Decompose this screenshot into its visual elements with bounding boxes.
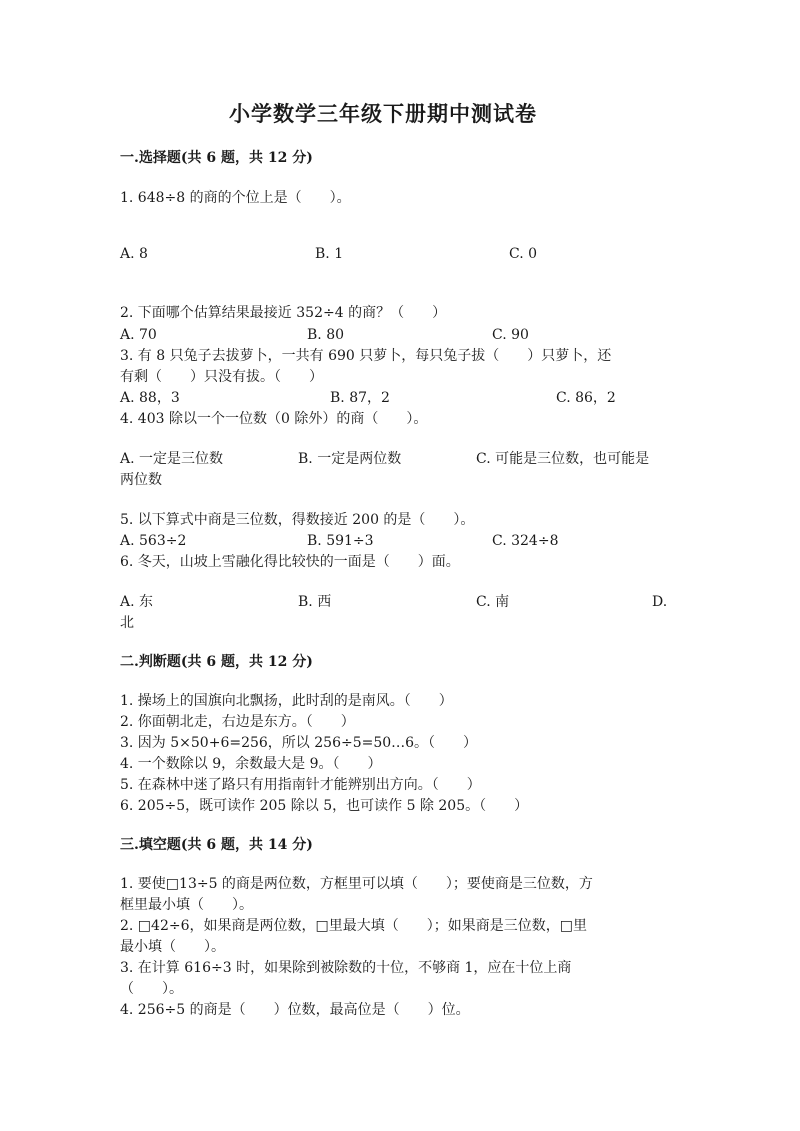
question-text: 3. 因为 5×50+6=256，所以 256÷5=50…6。（ ） bbox=[120, 735, 478, 751]
option-c: C. 南 bbox=[476, 594, 510, 610]
question-text: 2. □42÷6，如果商是两位数，□里最大填（ ）；如果商是三位数，□里 bbox=[120, 918, 587, 934]
option-a: A. 一定是三位数 bbox=[120, 451, 224, 467]
option-a: A. 东 bbox=[120, 594, 154, 610]
option-c: C. 90 bbox=[492, 327, 529, 343]
option-d-continued: 北 bbox=[120, 615, 134, 631]
option-c: C. 86，2 bbox=[556, 390, 616, 406]
option-b: B. 87，2 bbox=[330, 390, 390, 406]
question-text: 3. 有 8 只兔子去拔萝卜，一共有 690 只萝卜，每只兔子拔（ ）只萝卜，还 bbox=[120, 348, 612, 364]
question-text: 1. 要使□13÷5 的商是两位数，方框里可以填（ ）；要使商是三位数，方 bbox=[120, 876, 593, 892]
option-c: C. 可能是三位数，也可能是 bbox=[476, 451, 650, 467]
question-text: 5. 在森林中迷了路只有用指南针才能辨别出方向。（ ） bbox=[120, 777, 481, 793]
question-text-continued: 有剩（ ）只没有拔。（ ） bbox=[120, 369, 323, 385]
page-title: 小学数学三年级下册期中测试卷 bbox=[229, 101, 537, 126]
option-b: B. 80 bbox=[307, 327, 345, 343]
question-text: 4. 403 除以一个一位数（0 除外）的商（ ）。 bbox=[120, 411, 428, 427]
option-a: A. 8 bbox=[120, 246, 148, 262]
question-text: 4. 256÷5 的商是（ ）位数，最高位是（ ）位。 bbox=[120, 1002, 470, 1018]
option-a: A. 88，3 bbox=[120, 390, 180, 406]
question-text-continued: 框里最小填（ ）。 bbox=[120, 897, 253, 913]
question-text: 6. 205÷5，既可读作 205 除以 5，也可读作 5 除 205。（ ） bbox=[120, 798, 529, 814]
option-c: C. 0 bbox=[509, 246, 538, 262]
question-text: 5. 以下算式中商是三位数，得数接近 200 的是（ ）。 bbox=[120, 512, 475, 528]
option-c: C. 324÷8 bbox=[492, 533, 559, 549]
question-text: 6. 冬天，山坡上雪融化得比较快的一面是（ ）面。 bbox=[120, 554, 460, 570]
question-text: 2. 你面朝北走，右边是东方。（ ） bbox=[120, 714, 355, 730]
option-c-continued: 两位数 bbox=[120, 472, 162, 488]
question-text: 1. 操场上的国旗向北飘扬，此时刮的是南风。（ ） bbox=[120, 693, 453, 709]
question-text-continued: （ ）。 bbox=[120, 981, 183, 997]
section-heading-choice: 一.选择题(共 6 题，共 12 分) bbox=[120, 150, 313, 166]
option-b: B. 一定是两位数 bbox=[298, 451, 402, 467]
question-text: 4. 一个数除以 9，余数最大是 9。（ ） bbox=[120, 756, 382, 772]
question-text-continued: 最小填（ ）。 bbox=[120, 939, 225, 955]
section-heading-true-false: 二.判断题(共 6 题，共 12 分) bbox=[120, 654, 313, 670]
option-a: A. 70 bbox=[120, 327, 157, 343]
question-text: 2. 下面哪个估算结果最接近 352÷4 的商？（ ） bbox=[120, 305, 447, 321]
option-d: D. bbox=[652, 594, 668, 610]
option-a: A. 563÷2 bbox=[120, 533, 187, 549]
option-b: B. 西 bbox=[298, 594, 332, 610]
option-b: B. 1 bbox=[315, 246, 344, 262]
question-text: 1. 648÷8 的商的个位上是（ ）。 bbox=[120, 190, 351, 206]
option-b: B. 591÷3 bbox=[307, 533, 374, 549]
section-heading-fill-blank: 三.填空题(共 6 题，共 14 分) bbox=[120, 837, 313, 853]
question-text: 3. 在计算 616÷3 时，如果除到被除数的十位，不够商 1，应在十位上商 bbox=[120, 960, 572, 976]
